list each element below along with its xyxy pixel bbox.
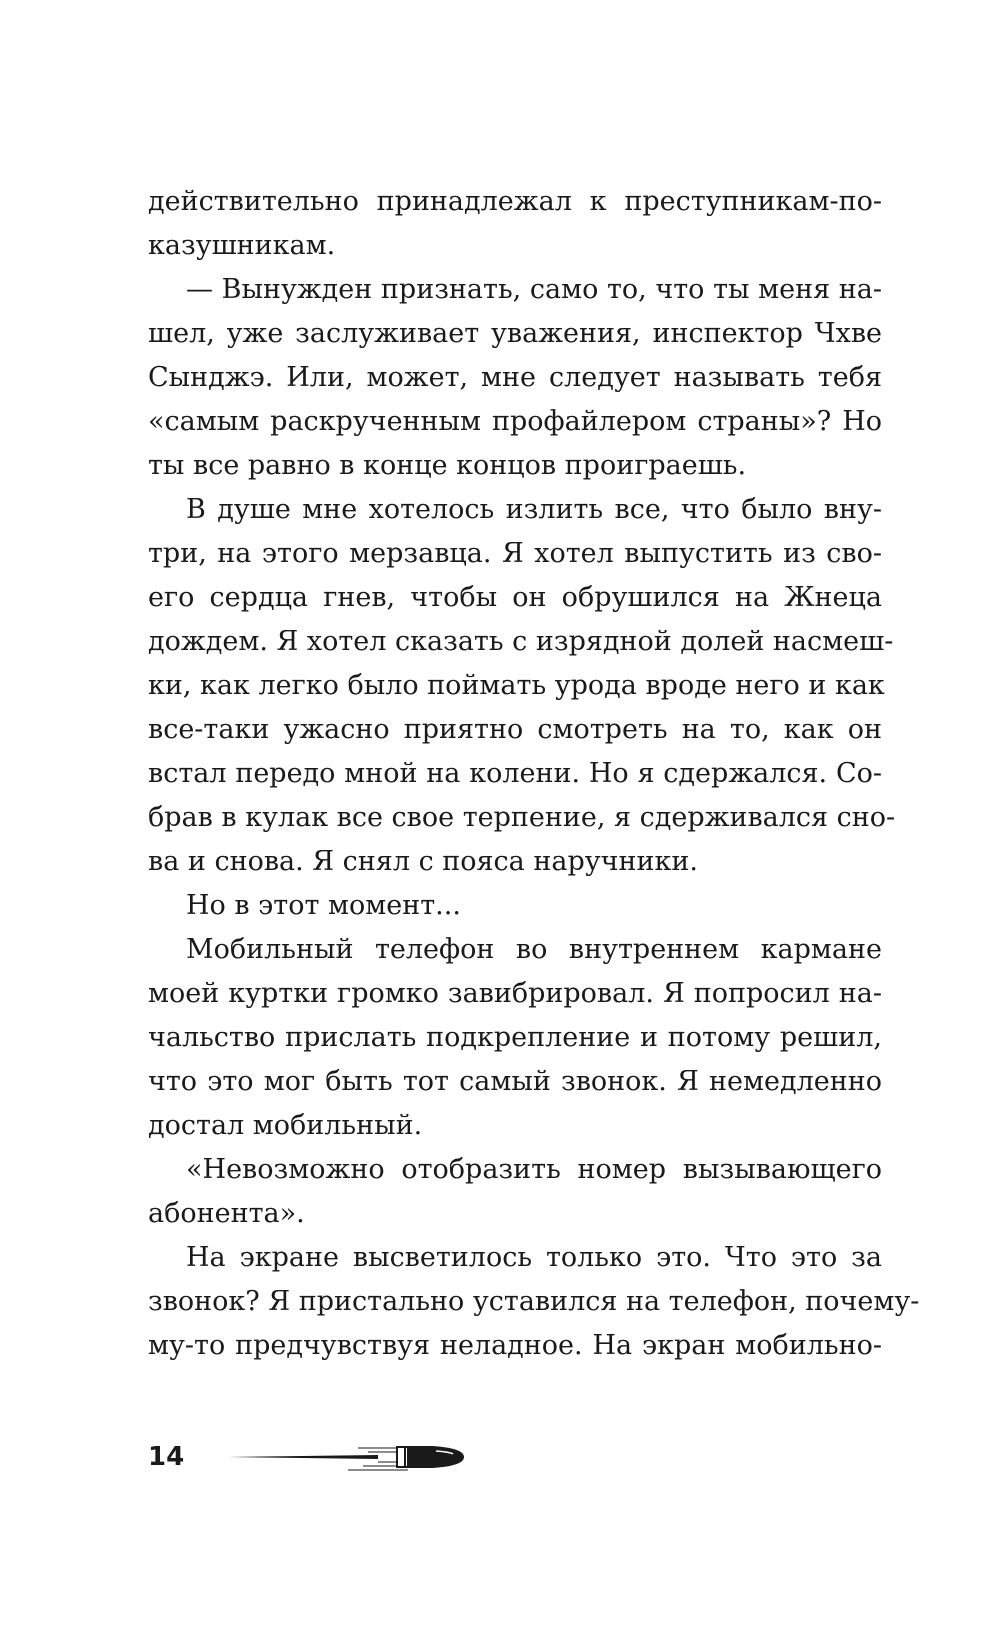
text-line: достал мобильный. bbox=[148, 1110, 423, 1141]
text-line: — Вынужден признать, само то, что ты меня на- bbox=[186, 274, 882, 305]
text-line: звонок? Я пристально уставился на телефон, почему- bbox=[148, 1286, 920, 1317]
text-line: казушникам. bbox=[148, 230, 336, 261]
text-line: ки, как легко было поймать урода вроде него и как bbox=[148, 670, 885, 701]
text-line: шел, уже заслуживает уважения, инспектор Чхве bbox=[148, 318, 882, 349]
text-line: «Невозможно отобразить номер вызывающего bbox=[186, 1154, 882, 1185]
text-line: дождем. Я хотел сказать с изрядной долей насмеш- bbox=[148, 626, 894, 657]
text-line: встал передо мной на колени. Но я сдержался. Со- bbox=[148, 758, 882, 789]
text-line: му-то предчувствуя неладное. На экран мобильно- bbox=[148, 1330, 882, 1361]
text-line: брав в кулак все свое терпение, я сдерживался сно- bbox=[148, 802, 896, 833]
text-line: все-таки ужасно приятно смотреть на то, как он bbox=[148, 714, 882, 745]
text-line: В душе мне хотелось излить все, что было вну- bbox=[186, 494, 882, 525]
body-text bbox=[148, 180, 920, 1368]
text-line: Но в этот момент... bbox=[186, 890, 461, 921]
text-line: чальство прислать подкрепление и потому решил, bbox=[148, 1022, 882, 1053]
text-line: На экране высветилось только это. Что это за bbox=[186, 1242, 882, 1273]
text-line: моей куртки громко завибрировал. Я попросил на- bbox=[148, 978, 882, 1009]
text-line: Мобильный телефон во внутреннем кармане bbox=[186, 934, 882, 965]
text-line: Сынджэ. Или, может, мне следует называть тебя bbox=[148, 362, 882, 393]
page-number: 14 bbox=[148, 1442, 185, 1472]
text-line: абонента». bbox=[148, 1198, 305, 1229]
text-line: ты все равно в конце концов проиграешь. bbox=[148, 450, 747, 481]
text-line: что это мог быть тот самый звонок. Я немедленно bbox=[148, 1066, 882, 1097]
text-line: «самым раскрученным профайлером страны»? Но bbox=[148, 406, 882, 437]
text-line: ва и снова. Я снял с пояса наручники. bbox=[148, 846, 698, 877]
text-line: его сердца гнев, чтобы он обрушился на Жнеца bbox=[148, 582, 882, 613]
text-line: действительно принадлежал к преступникам-по- bbox=[148, 186, 882, 217]
page-footer bbox=[148, 1435, 548, 1479]
bullet-icon bbox=[228, 1439, 468, 1475]
text-line: три, на этого мерзавца. Я хотел выпустить из сво- bbox=[148, 538, 882, 569]
